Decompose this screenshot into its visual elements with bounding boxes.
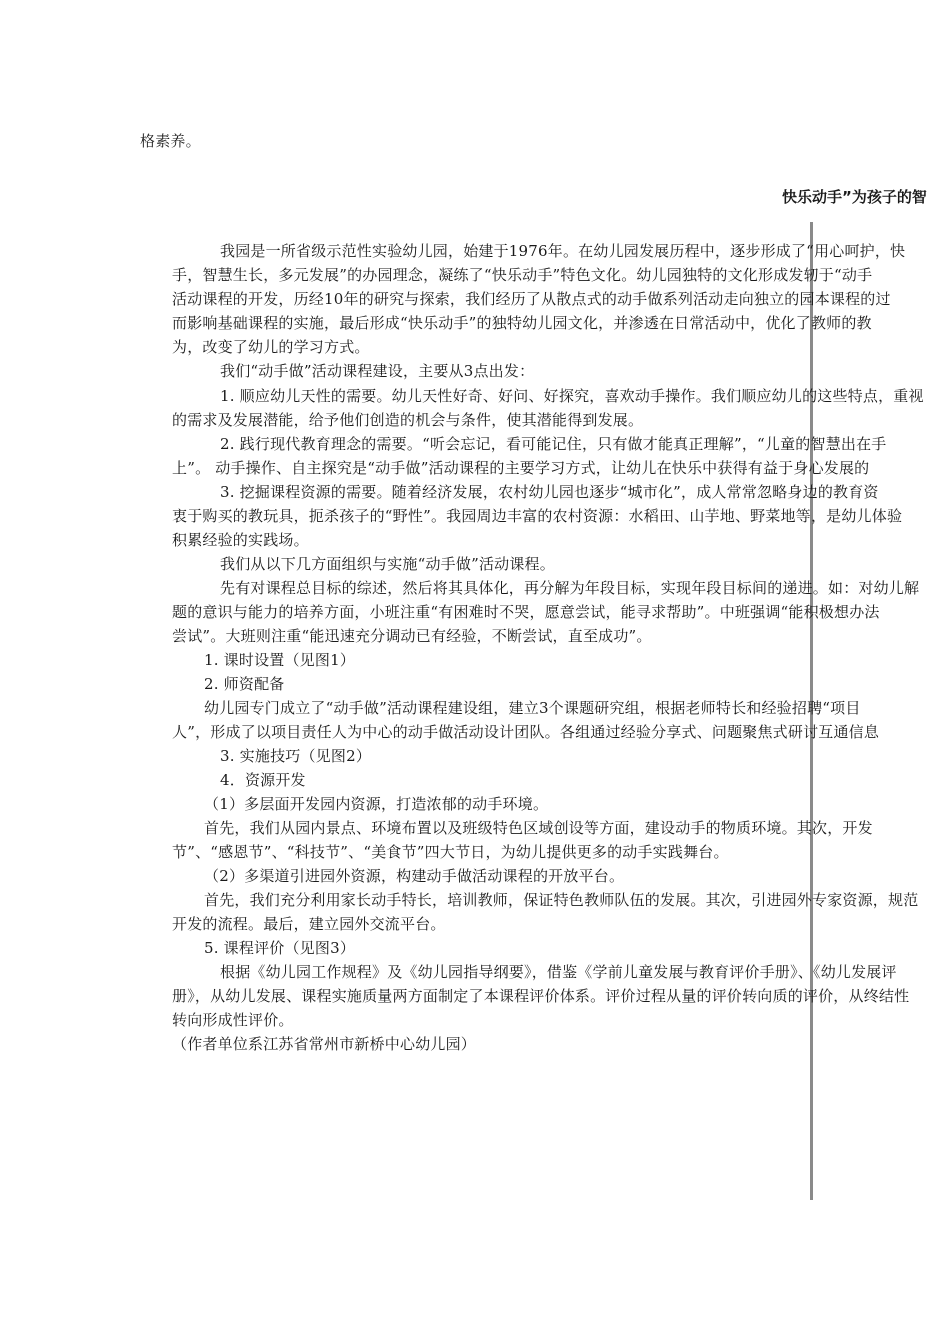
body-line: 1. 顺应幼儿天性的需要。幼儿天性好奇、好问、好探究，喜欢动手操作。我们顺应幼儿的这些特点，重视 [220,387,924,405]
body-line: 我们“动手做”活动课程建设，主要从3点出发： [220,362,535,380]
body-line: 尝试”。大班则注重“能迅速充分调动已有经验，不断尝试，直至成功”。 [172,627,652,645]
body-line: 上”。 动手操作、自主探究是“动手做”活动课程的主要学习方式，让幼儿在快乐中获得有益于身心发展的 [172,459,870,477]
body-line: 幼儿园专门成立了“动手做”活动课程建设组，建立3个课题研究组，根据老师特长和经验招聘“项目 [204,699,861,717]
body-line: 积累经验的实践场。 [172,531,309,549]
body-line: 转向形成性评价。 [172,1011,294,1029]
body-line: （1）多层面开发园内资源，打造浓郁的动手环境。 [204,795,549,813]
body-line: 的需求及发展潜能，给予他们创造的机会与条件，使其潜能得到发展。 [172,411,644,429]
body-line: 2. 师资配备 [204,675,285,693]
body-line: 5. 课程评价（见图3） [204,939,356,957]
body-line: 册》，从幼儿发展、课程实施质量两方面制定了本课程评价体系。评价过程从量的评价转向质的评价，从终结性 [172,987,910,1005]
body-line: 衷于购买的教玩具，扼杀孩子的“野性”。我园周边丰富的农村资源：水稻田、山芋地、野菜地等，是幼儿体验 [172,507,903,525]
body-line: 先有对课程总目标的综述，然后将其具体化，再分解为年段目标，实现年段目标间的递进。如：对幼儿解 [220,579,920,597]
body-line: 节”、“感恩节”、“科技节”、“美食节”四大节日，为幼儿提供更多的动手实践舞台。 [172,843,729,861]
author-affiliation: （作者单位系江苏省常州市新桥中心幼儿园） [172,1035,477,1053]
body-line: 2. 践行现代教育理念的需要。“听会忘记，看可能记住，只有做才能真正理解”，“儿童的智慧出在手 [220,435,887,453]
body-line: 首先，我们从园内景点、环境布置以及班级特色区域创设等方面，建设动手的物质环境。其次，开发 [204,819,873,837]
body-line: 活动课程的开发，历经10年的研究与探索，我们经历了从散点式的动手做系列活动走向独立的园本课程的过 [172,290,891,308]
body-line: 手，智慧生长，多元发展”的办园理念，凝练了“快乐动手”特色文化。幼儿园独特的文化形成发轫于“动手 [172,266,873,284]
body-line: 题的意识与能力的培养方面，小班注重“有困难时不哭，愿意尝试，能寻求帮助”。中班强调“能积极想办法 [172,603,880,621]
body-line: 1. 课时设置（见图1） [204,651,356,669]
body-line: 我们从以下几方面组织与实施“动手做”活动课程。 [220,555,555,573]
previous-section-fragment: 格素养。 [140,132,201,150]
body-line: 开发的流程。最后，建立园外交流平台。 [172,915,446,933]
body-line: 人”，形成了以项目责任人为中心的动手做活动设计团队。各组通过经验分享式、问题聚焦式研讨互通信息 [172,723,880,741]
body-line: 为，改变了幼儿的学习方式。 [172,338,370,356]
body-line: 我园是一所省级示范性实验幼儿园，始建于1976年。在幼儿园发展历程中，逐步形成了“用心呵护，快 [220,242,906,260]
body-line: 3. 挖掘课程资源的需要。随着经济发展，农村幼儿园也逐步“城市化”，成人常常忽略身边的教育资 [220,483,879,501]
body-line: 3. 实施技巧（见图2） [220,747,372,765]
body-line: 首先，我们充分利用家长动手特长，培训教师，保证特色教师队伍的发展。其次，引进园外专家资源，规范 [204,891,919,909]
body-line: 而影响基础课程的实施，最后形成“快乐动手”的独特幼儿园文化，并渗透在日常活动中，优化了教师的教 [172,314,872,332]
body-line: 4．资源开发 [220,771,306,789]
article-title: 快乐动手”为孩子的智 [782,188,927,206]
body-line: （2）多渠道引进园外资源，构建动手做活动课程的开放平台。 [204,867,625,885]
body-line: 根据《幼儿园工作规程》及《幼儿园指导纲要》，借鉴《学前儿童发展与教育评价手册》、《幼儿发展评 [220,963,897,981]
